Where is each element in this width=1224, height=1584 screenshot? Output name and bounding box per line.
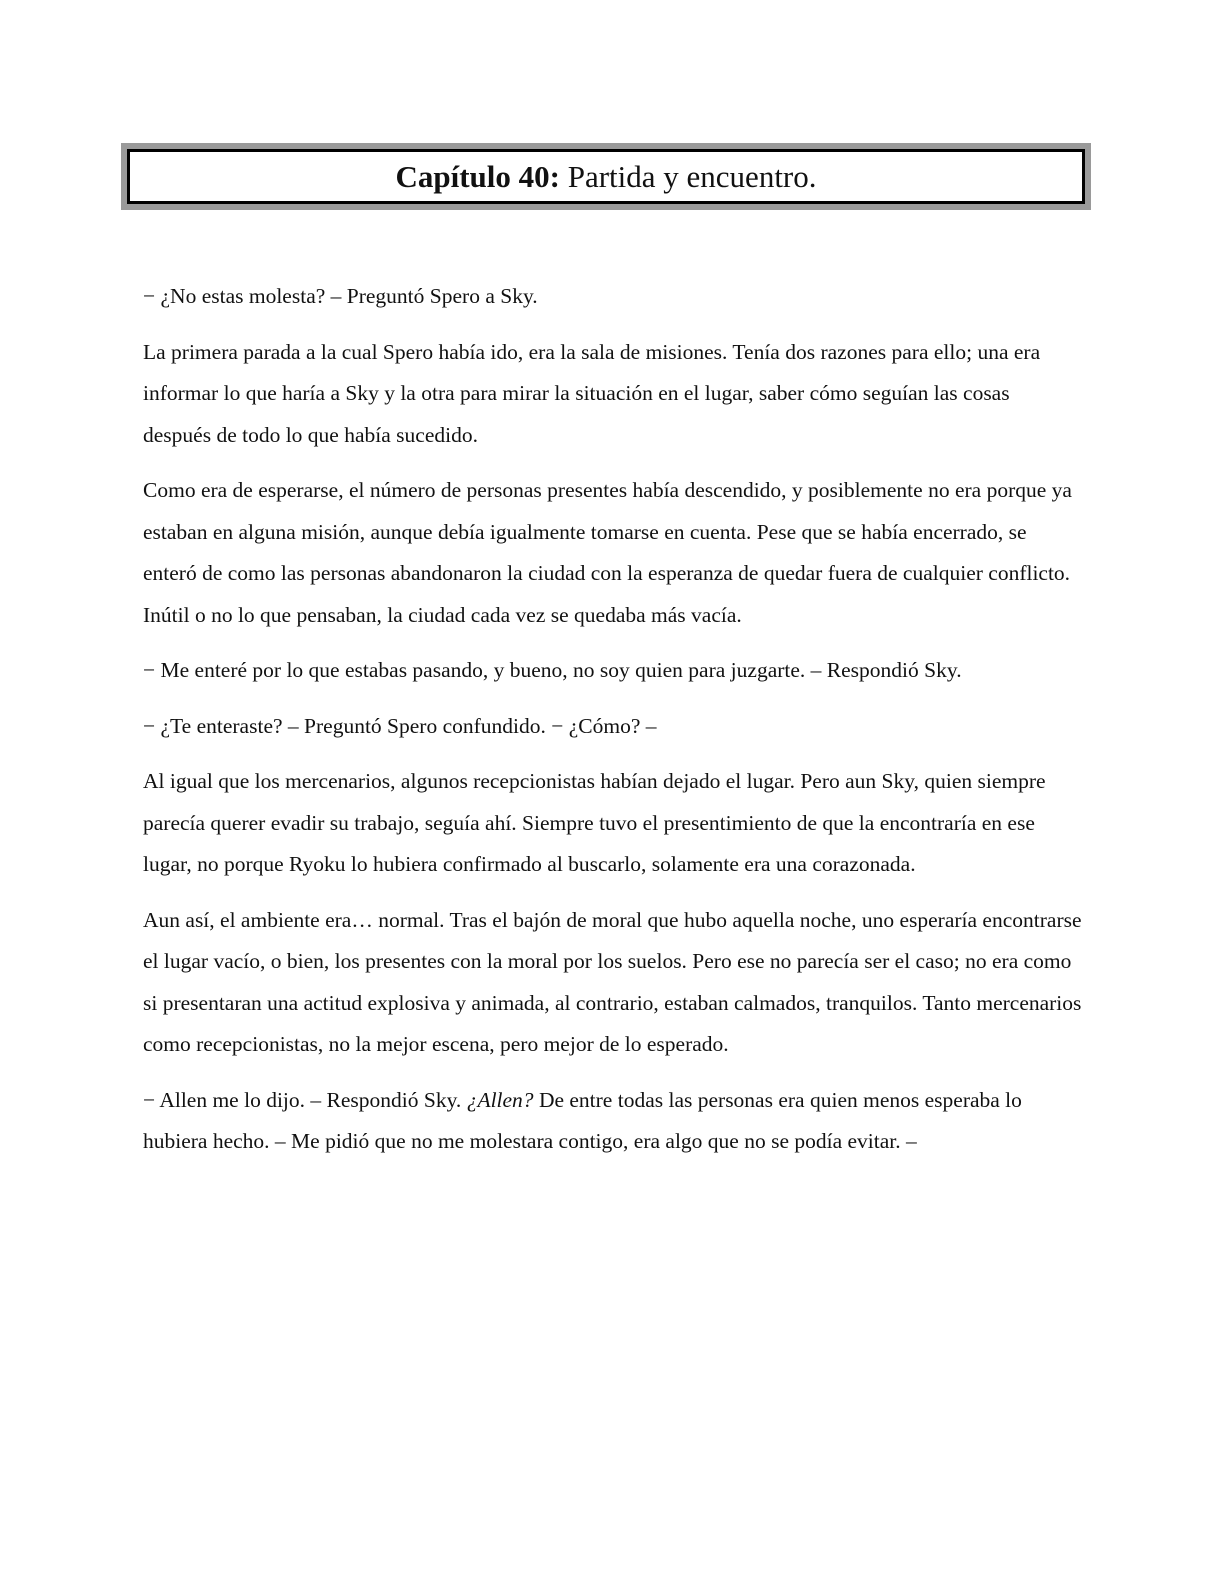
paragraph-8-text-a: − Allen me lo dijo. – Respondió Sky. (143, 1087, 467, 1112)
paragraph-2: La primera parada a la cual Spero había ido, era la sala de misiones. Tenía dos razones para ello; una era informar lo que haría a Sky y la otra para mirar la situación en el lugar, saber cómo seguían las cosas después de todo lo que había sucedido. (143, 339, 1041, 447)
paragraph-8 (143, 1080, 1083, 1163)
paragraph-6: Al igual que los mercenarios, algunos recepcionistas habían dejado el lugar. Pero aun Sky, quien siempre parecía querer evadir su trabajo, seguía ahí. Siempre tuvo el presentimiento de que la encontraría en ese lugar, no porque Ryoku lo hubiera confirmado al buscarlo, solamente era una corazonada. (143, 769, 1046, 876)
paragraph-3: Como era de esperarse, el número de personas presentes había descendido, y posiblemente no era porque ya estaban en alguna misión, aunque debía igualmente tomarse en cuenta. Pese que se había encerrado, se enteró de como las personas abandonaron la ciudad con la esperanza de quedar fuera de cualquier conflicto. Inútil o no lo que pensaban, la ciudad cada vez se quedaba más vacía. (143, 478, 1072, 627)
chapter-body (143, 276, 1083, 1177)
paragraph-8-text-b: De entre todas las personas era quien menos esperaba lo hubiera hecho. – Me pidió que no me molestara contigo, era algo que no se podía evitar. – (143, 1087, 1028, 1153)
paragraph-4: − Me enteré por lo que estabas pasando, y bueno, no soy quien para juzgarte. – Respondió Sky. (143, 658, 962, 682)
chapter-title-frame (121, 143, 1091, 210)
paragraph-5: − ¿Te enteraste? – Preguntó Spero confundido. − ¿Cómo? – (143, 713, 657, 738)
paragraph-1: − ¿No estas molesta? – Preguntó Spero a Sky. (143, 284, 538, 308)
paragraph-7: Aun así, el ambiente era… normal. Tras el bajón de moral que hubo aquella noche, uno esperaría encontrarse el lugar vacío, o bien, los presentes con la moral por los suelos. Pero ese no parecía ser el caso; no era como si presentaran una actitud explosiva y animada, al contrario, estaban calmados, tranquilos. Tanto mercenarios como recepcionistas, no la mejor escena, pero mejor de lo esperado. (143, 907, 1082, 1056)
chapter-title (127, 149, 1085, 204)
paragraph-8-italic-thought: ¿Allen? (466, 1087, 534, 1112)
chapter-number: Capítulo 40: (395, 159, 560, 194)
chapter-name: Partida y encuentro. (559, 159, 817, 194)
